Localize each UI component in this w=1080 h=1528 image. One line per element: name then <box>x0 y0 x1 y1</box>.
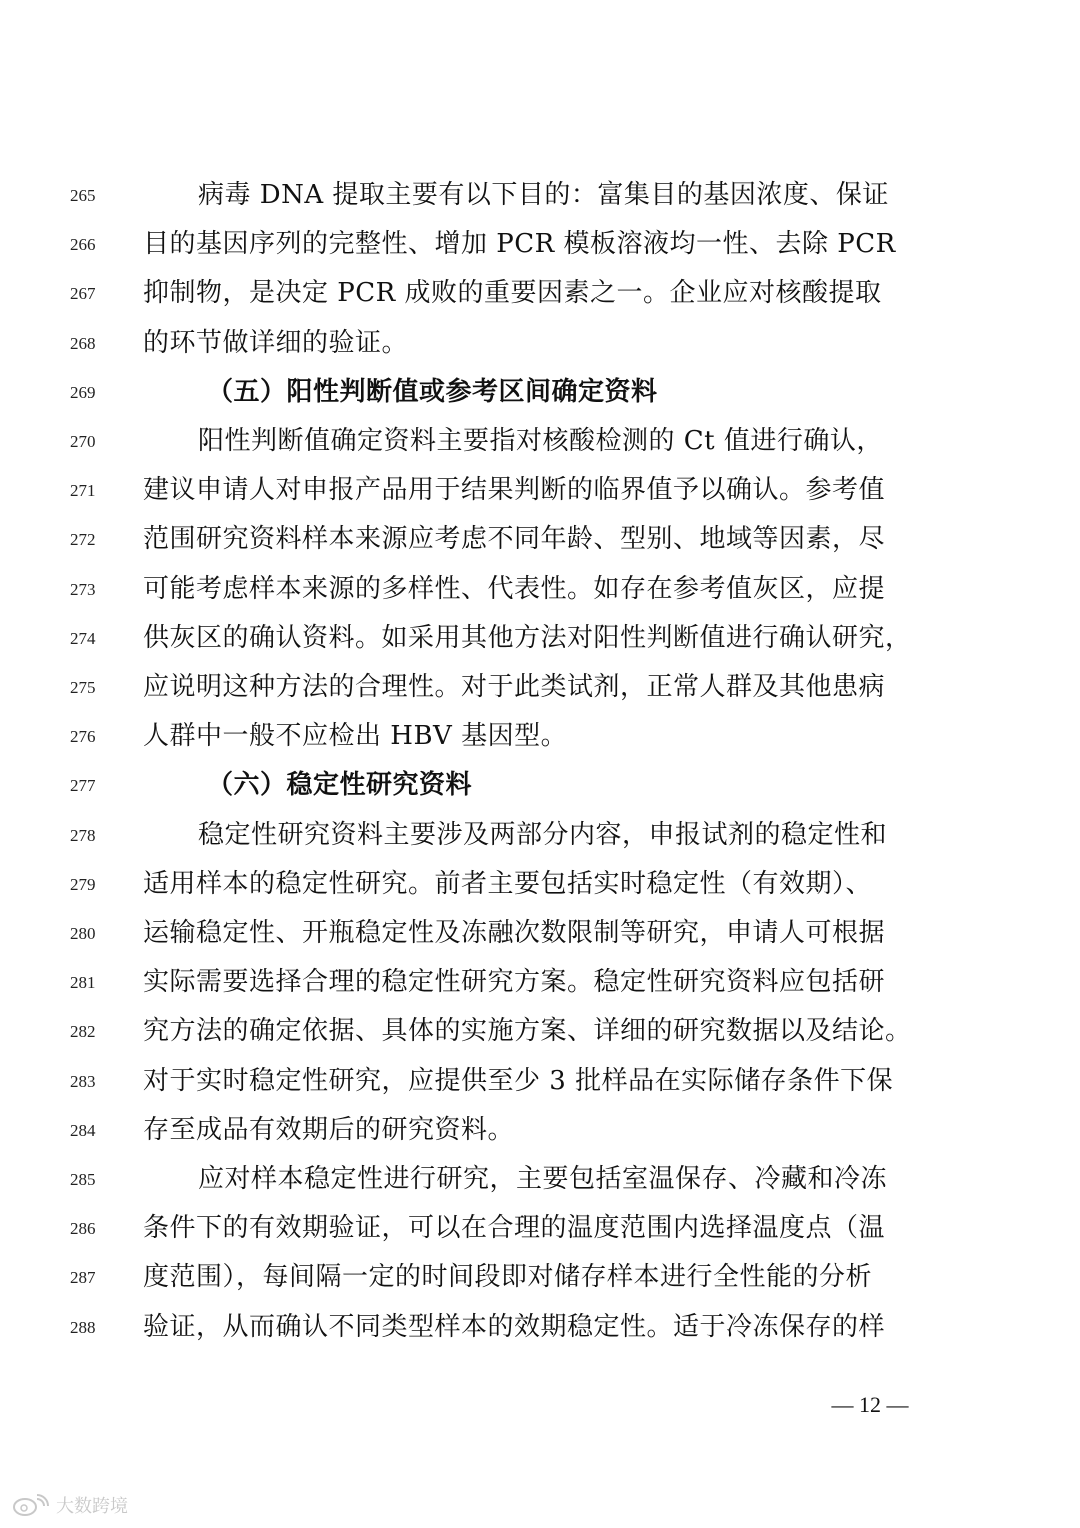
line-number: 282 <box>70 1022 96 1042</box>
line-text: 适用样本的稳定性研究。前者主要包括实时稳定性（有效期）、 <box>143 868 873 899</box>
line-number: 271 <box>70 481 96 501</box>
document-line <box>0 1007 1080 1056</box>
line-text: 存至成品有效期后的研究资料。 <box>143 1114 515 1145</box>
document-line <box>0 909 1080 958</box>
document-line <box>0 663 1080 712</box>
line-number: 265 <box>70 186 96 205</box>
document-line <box>0 515 1080 564</box>
line-text: 究方法的确定依据、具体的实施方案、详细的研究数据以及结论。 <box>143 1016 912 1047</box>
document-line <box>0 269 1080 318</box>
line-text: 人群中一般不应检出 HBV 基因型。 <box>143 721 568 752</box>
line-number: 277 <box>70 776 96 796</box>
line-number: 272 <box>70 530 96 550</box>
document-line <box>0 368 1080 417</box>
document-line <box>0 761 1080 810</box>
line-text: 应说明这种方法的合理性。对于此类试剂，正常人群及其他患病 <box>143 672 886 702</box>
line-text: 运输稳定性、开瓶稳定性及冻融次数限制等研究，申请人可根据 <box>143 918 886 948</box>
section-heading: （五）阳性判断值或参考区间确定资料 <box>207 376 658 407</box>
document-line <box>0 171 1080 220</box>
line-text: 的环节做详细的验证。 <box>143 327 409 358</box>
document-line <box>0 319 1080 368</box>
document-line <box>0 712 1080 761</box>
document-line <box>0 565 1080 614</box>
document-line <box>0 1253 1080 1302</box>
document-line <box>0 220 1080 269</box>
line-number: 274 <box>70 628 96 648</box>
line-number: 283 <box>70 1071 96 1091</box>
watermark-text: 大数跨境 <box>56 1496 128 1517</box>
weibo-logo-icon <box>12 1493 52 1517</box>
line-text: 抑制物，是决定 PCR 成败的重要因素之一。企业应对核酸提取 <box>143 278 882 309</box>
line-number: 284 <box>70 1120 96 1140</box>
document-line <box>0 466 1080 515</box>
line-number: 281 <box>70 973 96 993</box>
line-number: 269 <box>70 382 96 402</box>
line-number: 279 <box>70 874 96 894</box>
line-text: 供灰区的确认资料。如采用其他方法对阳性判断值进行确认研究， <box>143 622 912 653</box>
document-line <box>0 614 1080 663</box>
line-text: 条件下的有效期验证，可以在合理的温度范围内选择温度点（温 <box>143 1213 886 1244</box>
line-text: 阳性判断值确定资料主要指对核酸检测的 Ct 值进行确认， <box>198 426 883 456</box>
line-number: 267 <box>70 284 96 304</box>
document-line <box>0 860 1080 909</box>
line-number: 278 <box>70 825 96 845</box>
line-number: 268 <box>70 333 96 353</box>
line-number: 287 <box>70 1268 96 1288</box>
section-heading: （六）稳定性研究资料 <box>207 770 473 801</box>
line-number: 273 <box>70 579 96 599</box>
document-line <box>0 417 1080 466</box>
document-line <box>0 1155 1080 1204</box>
line-number: 275 <box>70 678 96 697</box>
line-text: 建议申请人对申报产品用于结果判断的临界值予以确认。参考值 <box>143 475 886 506</box>
line-text: 实际需要选择合理的稳定性研究方案。稳定性研究资料应包括研 <box>143 967 886 998</box>
line-text: 验证，从而确认不同类型样本的效期稳定性。适于冷冻保存的样 <box>143 1311 886 1342</box>
line-text: 目的基因序列的完整性、增加 PCR 模板溶液均一性、去除 PCR <box>143 229 896 260</box>
document-line <box>0 1106 1080 1155</box>
document-line <box>0 1303 1080 1352</box>
line-number: 286 <box>70 1219 96 1239</box>
line-text: 可能考虑样本来源的多样性、代表性。如存在参考值灰区，应提 <box>143 573 886 604</box>
line-number: 276 <box>70 727 96 747</box>
line-text: 度范围），每间隔一定的时间段即对储存样本进行全性能的分析 <box>143 1262 873 1293</box>
document-line <box>0 958 1080 1007</box>
document-line <box>0 811 1080 860</box>
line-number: 270 <box>70 432 96 451</box>
line-text: 范围研究资料样本来源应考虑不同年龄、型别、地域等因素，尽 <box>143 524 886 555</box>
line-text: 病毒 DNA 提取主要有以下目的：富集目的基因浓度、保证 <box>198 180 889 210</box>
document-line <box>0 1204 1080 1253</box>
watermark <box>12 1490 128 1520</box>
line-text: 对于实时稳定性研究，应提供至少 3 批样品在实际储存条件下保 <box>143 1065 894 1096</box>
line-number: 280 <box>70 924 96 943</box>
line-number: 266 <box>70 235 96 255</box>
document-line <box>0 1057 1080 1106</box>
line-number: 288 <box>70 1317 96 1337</box>
line-text: 稳定性研究资料主要涉及两部分内容，申报试剂的稳定性和 <box>198 819 888 850</box>
page-number: — 12 — <box>831 1392 909 1417</box>
line-text: 应对样本稳定性进行研究，主要包括室温保存、冷藏和冷冻 <box>198 1164 888 1194</box>
line-number: 285 <box>70 1170 96 1189</box>
